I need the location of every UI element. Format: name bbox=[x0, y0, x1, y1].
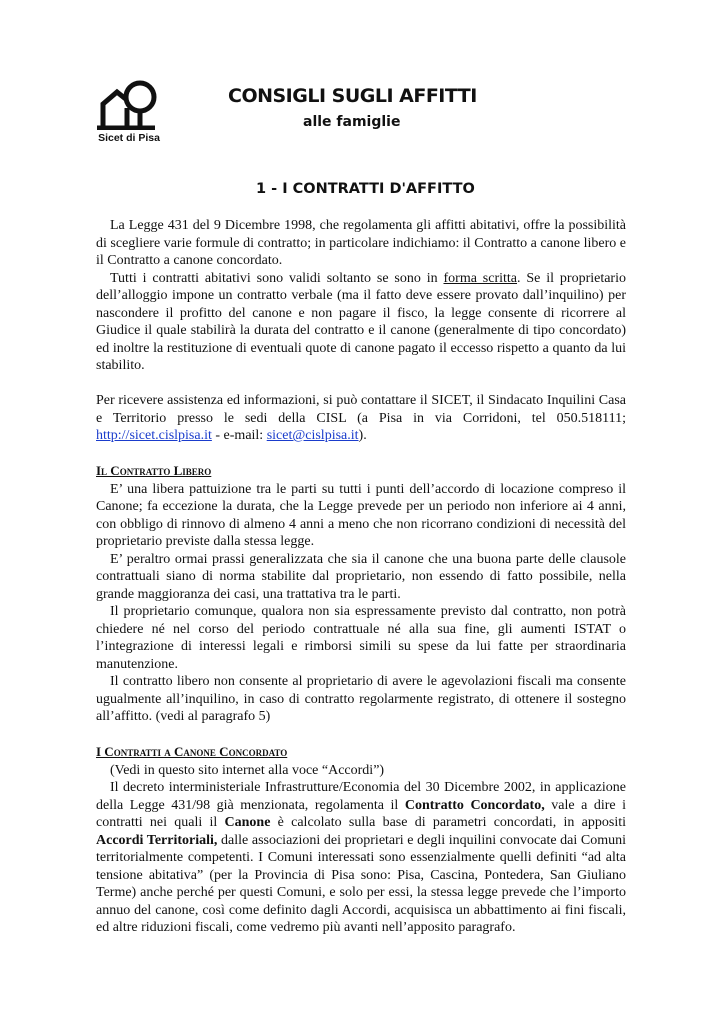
contact-paragraph: Per ricevere assistenza ed informazioni, si può contattare il SICET, il Sindacato Inquilini Casa e Territorio presso le sedi della CISL (a Pisa in via Corridoni, tel 050.518111; http://sicet.cislpisa.it - e-mail: sicet@cislpisa.it). bbox=[96, 393, 626, 443]
website-link[interactable]: http://sicet.cislpisa.it bbox=[96, 428, 212, 443]
document-body bbox=[96, 217, 626, 937]
document-subtitle: alle famiglie bbox=[303, 114, 401, 130]
libero-paragraph-1: E’ una libera pattuizione tra le parti su tutti i punti dell’accordo di locazione compreso il Canone; fa eccezione la durata, che la Legge prevede per un periodo non inferiore ai 4 anni, con obbligo di rinnovo di almeno 4 anni a meno che non ricorrano condizioni di necessità del proprietario previste dalla stessa legge. bbox=[96, 481, 626, 549]
heading-canone-concordato: I Contratti a Canone Concordato bbox=[96, 744, 288, 759]
sicet-logo bbox=[93, 78, 165, 148]
logo-caption: Sicet di Pisa bbox=[98, 132, 160, 144]
libero-paragraph-4: Il contratto libero non consente al proprietario di avere le agevolazioni fiscali ma consente ugualmente all’inquilino, in caso di contratto regolarmente registrato, di ottenere il sostegno all’affitto. (vedi al paragrafo 5) bbox=[96, 674, 626, 724]
concordato-paragraph-1: (Vedi in questo sito internet alla voce “Accordi”) bbox=[110, 762, 385, 778]
document-title: CONSIGLI SUGLI AFFITTI bbox=[228, 85, 477, 107]
intro-paragraph-1: La Legge 431 del 9 Dicembre 1998, che regolamenta gli affitti abitativi, offre la possibilità di scegliere varie formule di contratto; in particolare indichiamo: il Contratto a canone libero e il Contratto a canone concordato. bbox=[96, 218, 626, 268]
email-link[interactable]: sicet@cislpisa.it bbox=[266, 428, 359, 443]
underlined-phrase: forma scritta bbox=[443, 270, 518, 286]
libero-paragraph-2: E’ peraltro ormai prassi generalizzata che sia il canone che una buona parte delle clausole contrattuali siano di norma stabilite dal proprietario, non essendo di fatto possibile, nella grande maggioranza dei casi, una trattativa tra le parti. bbox=[96, 551, 626, 602]
section-title: 1 - I CONTRATTI D'AFFITTO bbox=[256, 181, 475, 197]
intro-paragraph-2: Tutti i contratti abitativi sono validi soltanto se sono in forma scritta. Se il proprietario dell’alloggio impone un contratto verbale (ma il fatto deve essere provato dall’inquilino) per nascondere il profitto del canone e non pagare il fisco, la legge consente di ricorrere al Giudice il quale stabilirà la durata del contratto e il canone (generalmente di tipo concordato) ed inoltre la restituzione di eventuali quote di canone pagato il eccesso rispetto a quanto da lui stabilito. bbox=[96, 270, 626, 373]
libero-paragraph-3: Il proprietario comunque, qualora non sia espressamente previsto dal contratto, non potrà chiedere né nel corso del periodo contrattuale né alla sua fine, gli aumenti ISTAT o l’integrazione di interessi legali e rimborsi simili su spese da lui fatte per straordinaria manutenzione. bbox=[96, 604, 626, 672]
concordato-paragraph-2: Il decreto interministeriale Infrastrutture/Economia del 30 Dicembre 2002, in applicazione della Legge 431/98 già menzionata, regolamenta il Contratto Concordato, vale a dire i contratti nei quali il Canone è calcolato sulla base di parametri concordati, in appositi Accordi Territoriali, dalle associazioni dei proprietari e degli inquilini convocate dai Comuni territorialmente competenti. I Comuni interessati sono essenzialmente quelli definiti “ad alta tensione abitativa” (per la Provincia di Pisa sono: Pisa, Cascina, Pontedera, San Giuliano Terme) anche perché per questi Comuni, e solo per essi, la stessa legge prevede che l’importo annuo del canone, così come definito dagli Accordi, acquisisca un abbattimento ai fini fiscali, ed altre riduzioni fiscali, come vedremo più avanti nell’apposito paragrafo. bbox=[96, 780, 627, 935]
sicet-logo-icon bbox=[97, 78, 161, 130]
heading-contratto-libero: Il Contratto Libero bbox=[96, 463, 212, 478]
